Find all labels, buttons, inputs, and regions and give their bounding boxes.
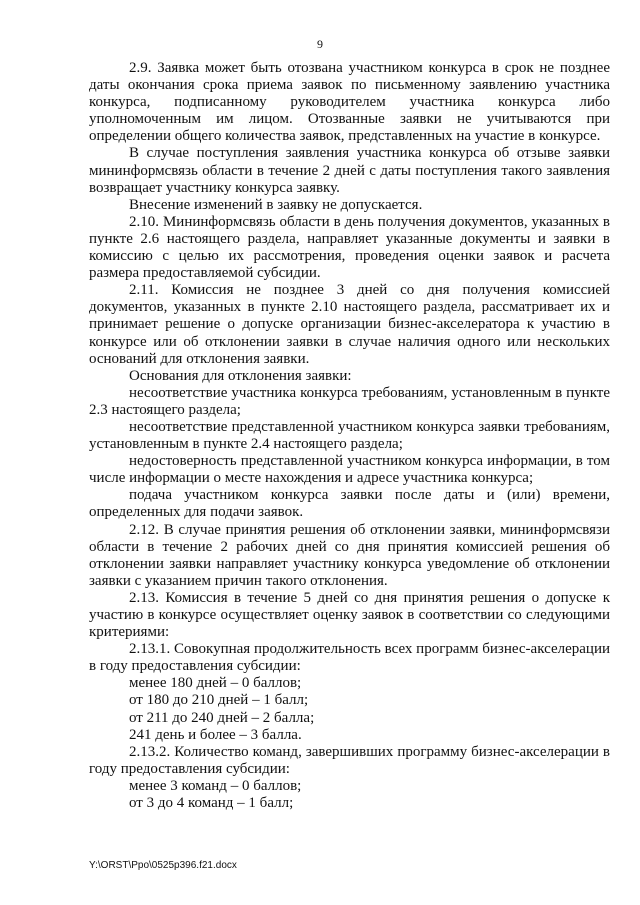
paragraph-rejection-grounds: Основания для отклонения заявки: (129, 367, 352, 384)
paragraph-2-13: 2.13. Комиссия в течение 5 дней со дня принятия решения о допуске к участию в конкурсе осуществляет оценку заявок в соответствии со следующими критериями: (89, 589, 610, 641)
paragraph-ground-4: подача участником конкурса заявки после даты и (или) времени, определенных для подачи заявок. (89, 487, 610, 521)
criterion-item: от 3 до 4 команд – 1 балл; (129, 795, 294, 812)
paragraph-2-10: 2.10. Мининформсвязь области в день получения документов, указанных в пункте 2.6 настоящего раздела, направляет указанные документы и заявки в комиссию с целью их рассмотрения, проведения оценки заявок и расчета размера предоставляемой субсидии. (89, 213, 610, 282)
paragraph-2-13-1: 2.13.1. Совокупная продолжительность всех программ бизнес-акселерации в году предоставления субсидии: (89, 641, 610, 675)
paragraph-ground-2: несоответствие представленной участником конкурса заявки требованиям, установленным в пункте 2.4 настоящего раздела; (89, 418, 610, 453)
criterion-item: 241 день и более – 3 балла. (129, 726, 302, 743)
page-number: 9 (317, 37, 323, 51)
paragraph-2-12: 2.12. В случае принятия решения об отклонении заявки, мининформсвязи области в течение 2 рабочих дней со дня принятия комиссией решения об отклонении заявки направляет участнику конкурса уведомление об отклонении заявки с указанием причин такого отклонения. (89, 521, 610, 589)
paragraph-no-changes: Внесение изменений в заявку не допускается. (129, 196, 423, 213)
paragraph-2-11: 2.11. Комиссия не позднее 3 дней со дня получения комиссией документов, указанных в пункте 2.10 настоящего раздела, рассматривает их и принимает решение о допуске организации бизнес-акселератора к участию в конкурсе или об отклонении заявки в случае наличия одного или нескольких оснований для отклонения заявки. (89, 282, 610, 367)
criterion-item: от 211 до 240 дней – 2 балла; (129, 709, 315, 726)
criterion-item: менее 3 команд – 0 баллов; (129, 777, 302, 794)
paragraph-withdrawal: В случае поступления заявления участника конкурса об отзыве заявки мининформсвязь области в течение 2 дней с даты поступления такого заявления возвращает участнику конкурса заявку. (89, 145, 610, 196)
criterion-item: от 180 до 210 дней – 1 балл; (129, 692, 309, 709)
file-path-footer: Y:\ORST\Ppo\0525p396.f21.docx (89, 860, 237, 871)
criterion-item: менее 180 дней – 0 баллов; (129, 675, 302, 692)
paragraph-2-13-2: 2.13.2. Количество команд, завершивших программу бизнес-акселерации в году предоставления субсидии: (89, 743, 610, 777)
paragraph-ground-1: несоответствие участника конкурса требованиям, установленным в пункте 2.3 настоящего раздела; (89, 384, 610, 418)
paragraph-ground-3: недостоверность представленной участником конкурса информации, в том числе информации о месте нахождения и адресе участника конкурса; (89, 453, 610, 487)
paragraph-2-9: 2.9. Заявка может быть отозвана участником конкурса в срок не позднее даты окончания срока приема заявок по письменному заявлению участника конкурса, подписанному руководителем участника конкурса либо уполномоченным им лицом. Отозванные заявки не учитываются при определении общего количества заявок, представленных на участие в конкурсе. (89, 60, 610, 145)
document-body (89, 60, 610, 812)
